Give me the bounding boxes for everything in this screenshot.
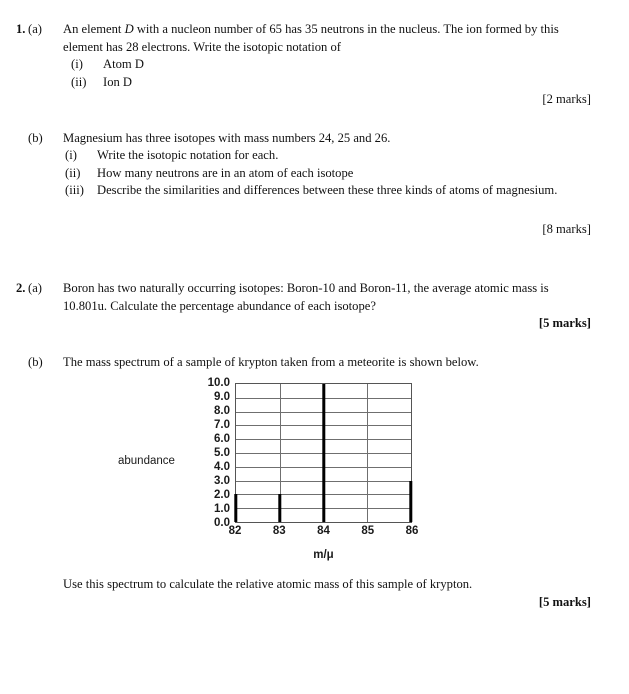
y-tick-label: 8.0 [214, 405, 230, 417]
chart-x-axis-label: m/μ [313, 549, 334, 561]
closing-body [63, 576, 629, 594]
marks-2b: [5 marks] [538, 594, 591, 609]
question-1b-subitems [63, 147, 595, 200]
x-tick-label: 86 [405, 525, 419, 537]
chart-plot-area [235, 383, 412, 523]
y-tick-label: 5.0 [214, 447, 230, 459]
part-body-2a [63, 280, 629, 315]
y-tick-label: 7.0 [214, 419, 230, 431]
chart-y-axis-label: abundance [118, 455, 175, 467]
y-tick-label: 3.0 [214, 475, 230, 487]
question-2b-closing [0, 576, 629, 594]
gap-2a-2b [0, 333, 629, 354]
question-2b-text: The mass spectrum of a sample of krypton taken from a meteorite is shown below. [63, 354, 479, 369]
part-label-2a: (a) [28, 281, 42, 295]
question-1a [0, 21, 629, 91]
gap-q1-q2 [0, 238, 629, 280]
roman-numeral: (ii) [65, 165, 81, 180]
spectrum-peak-84 [322, 384, 325, 522]
question-2-number: 2. [16, 281, 26, 295]
question-2b [0, 354, 629, 372]
x-tick-label: 83 [272, 525, 286, 537]
spectrum-peak-83 [278, 494, 281, 522]
marks-1b: [8 marks] [542, 221, 591, 236]
gap-1a-1b [0, 109, 629, 130]
q1a-text-post: with a nucleon number of 65 has 35 neutrons in the nucleus. The ion formed by this element has 28 electrons. Write the isotopic notation of [63, 22, 559, 54]
mass-spectrum-figure [0, 371, 629, 576]
spectrum-peak-86 [409, 481, 412, 522]
x-tick-label: 84 [317, 525, 330, 537]
x-tick-label: 85 [361, 525, 375, 537]
roman-text: How many neutrons are in an atom of each isotope [97, 165, 354, 180]
roman-text: Describe the similarities and differences between these three kinds of atoms of magnesium. [97, 183, 558, 197]
gridline-vertical [367, 384, 368, 522]
roman-numeral: (iii) [65, 183, 84, 197]
question-2b-closing-text: Use this spectrum to calculate the relative atomic mass of this sample of krypton. [63, 577, 473, 591]
roman-text: Atom D [103, 57, 144, 71]
part-label-1a: (a) [28, 22, 42, 36]
roman-text: Ion D [103, 74, 133, 89]
part-body-1a [63, 21, 629, 91]
gap-before-marks-1b [0, 200, 629, 221]
x-tick-label: 82 [228, 525, 242, 537]
part-label-1b: (b) [28, 130, 43, 145]
y-tick-label: 1.0 [214, 503, 230, 515]
y-tick-label: 0.0 [214, 517, 230, 529]
question-2a [0, 280, 629, 315]
top-spacer [0, 0, 629, 21]
question-1a-subitems [63, 56, 595, 91]
chart-x-tick-labels [228, 525, 419, 543]
question-1a-text [63, 21, 595, 56]
spectrum-peak-82 [234, 494, 237, 522]
roman-numeral: (ii) [71, 74, 87, 89]
part-label-2b: (b) [28, 354, 43, 369]
list-item [63, 165, 595, 183]
list-item [63, 182, 595, 200]
y-tick-label: 9.0 [214, 391, 230, 403]
roman-numeral: (i) [65, 148, 77, 162]
question-1-number: 1. [16, 22, 26, 36]
list-item [69, 74, 595, 92]
q1a-symbol-d: D [124, 22, 134, 36]
marks-1a: [2 marks] [542, 92, 591, 106]
roman-text: Write the isotopic notation for each. [97, 148, 279, 162]
question-1b [0, 130, 629, 200]
mass-spectrum-chart [118, 379, 438, 574]
q1a-text-pre: An element [63, 22, 125, 36]
y-tick-label: 6.0 [214, 433, 230, 445]
list-item [69, 56, 595, 74]
list-item [63, 147, 595, 165]
y-tick-label: 2.0 [214, 489, 230, 501]
y-tick-label: 10.0 [207, 377, 230, 389]
roman-numeral: (i) [71, 57, 83, 71]
chart-y-tick-labels [184, 377, 230, 529]
marks-2a: [5 marks] [538, 316, 591, 330]
question-1b-text: Magnesium has three isotopes with mass numbers 24, 25 and 26. [63, 130, 391, 145]
part-body-1b [63, 130, 629, 200]
y-tick-label: 4.0 [214, 461, 230, 473]
question-2a-text: Boron has two naturally occurring isotopes: Boron-10 and Boron-11, the average atomic mass is 10.801u. Calculate the percentage abundance of each isotope? [63, 281, 549, 313]
part-body-2b [63, 354, 629, 372]
